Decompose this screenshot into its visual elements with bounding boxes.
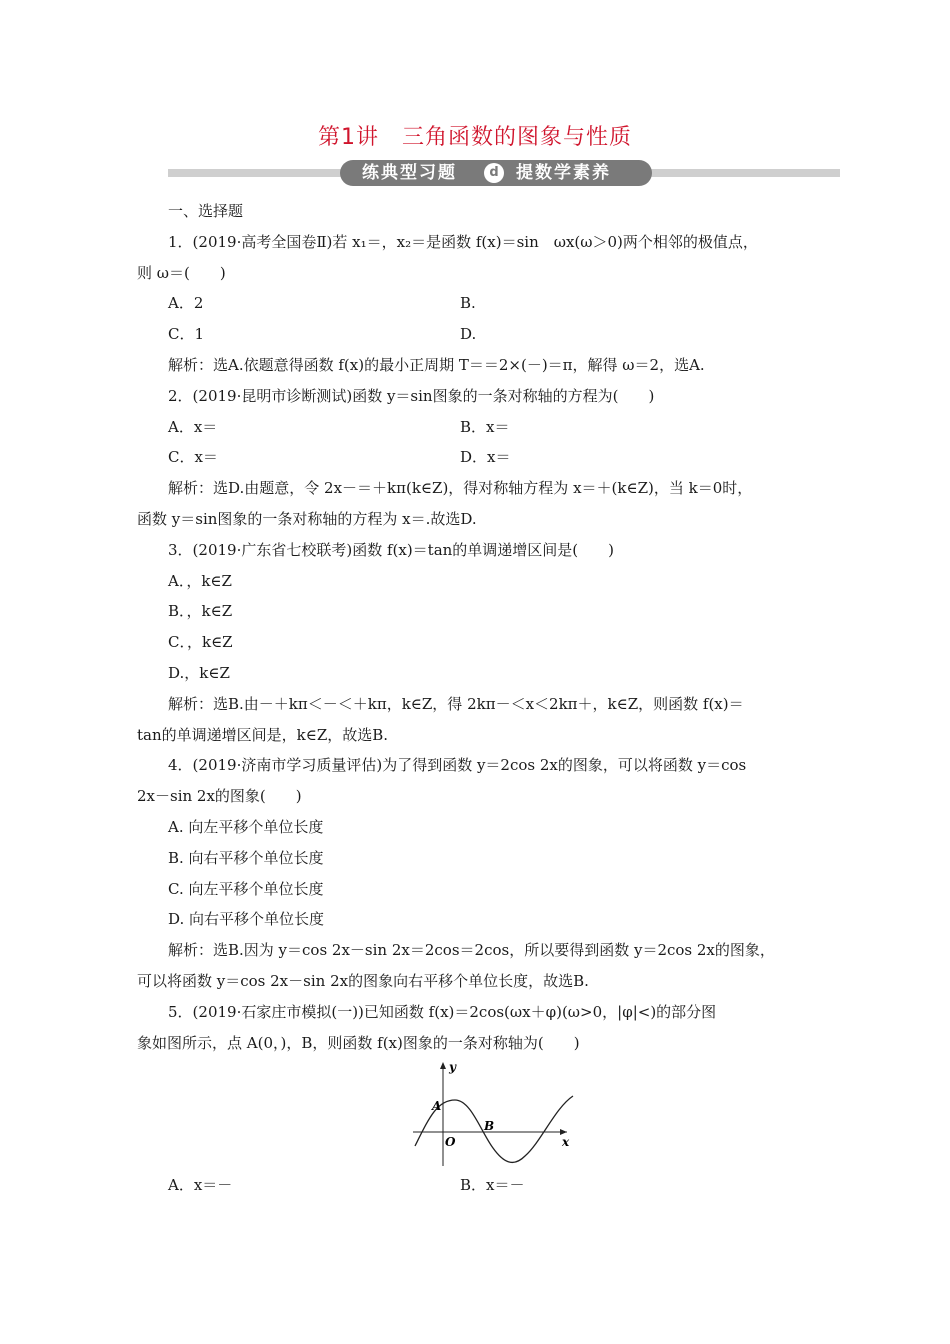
question-line: 则 ω＝( ) [137,263,226,282]
option: B．x＝－ [460,1176,525,1195]
question-line: 象如图所示，点 A(0，)，B，则函数 f(x)图象的一条对称轴为( ) [137,1033,580,1052]
options-row [137,319,817,350]
options-row [137,412,817,443]
question-line: 2．(2019·昆明市诊断测试)函数 y＝sin图象的一条对称轴的方程为( ) [168,386,655,405]
option: D. [460,325,477,344]
option: B．，k∈Z [168,602,233,621]
option: C．，k∈Z [168,633,233,652]
option: A．2 [168,294,204,313]
banner-right-text: 提数学素养 [516,163,611,183]
options-row [137,442,817,473]
function-graph-figure [137,1058,817,1170]
option: C. 向左平移个单位长度 [168,879,324,898]
x-label: x [562,1135,570,1150]
origin-label: O [445,1135,456,1150]
y-label: y [449,1060,456,1075]
option: D.，k∈Z [168,663,230,682]
solution-line: 解析：选A.依题意得函数 f(x)的最小正周期 T＝＝2×(－)＝π，解得 ω＝2，选A. [168,355,705,374]
option: B. [460,294,476,313]
cosine-graph [409,1058,579,1168]
option: A. 向左平移个单位长度 [168,817,324,836]
section-heading: 一、选择题 [168,202,244,220]
solution-line: 解析：选D.由题意，令 2x－＝＋kπ(k∈Z)，得对称轴方程为 x＝＋(k∈Z)，当 k＝0时， [168,479,753,498]
page-title: 第1讲 三角函数的图象与性质 [318,125,632,150]
option: D. 向右平移个单位长度 [168,910,325,929]
solution-line: 可以将函数 y＝cos 2x－sin 2x的图象向右平移个单位长度，故选B. [137,971,589,990]
option: A．x＝ [168,417,218,436]
option: A．，k∈Z [168,571,232,590]
option: C．x＝ [168,448,218,467]
solution-line: 解析：选B.因为 y＝cos 2x－sin 2x＝2cos＝2cos，所以要得到函数 y＝2cos 2x的图象， [168,941,775,960]
point-b-label: B [484,1119,495,1134]
banner-left-text: 练典型习题 [362,163,457,183]
question-line: 4．(2019·济南市学习质量评估)为了得到函数 y＝2cos 2x的图象，可以将函数 y＝cos [168,756,747,775]
option: B．x＝ [460,417,510,436]
solution-line: tan的单调递增区间是，k∈Z，故选B. [137,725,389,744]
option: C．1 [168,325,205,344]
option: A．x＝－ [168,1176,233,1195]
banner-pill [340,160,652,186]
point-a-label: A [432,1099,442,1114]
options-row [137,1170,817,1201]
section-banner [168,160,840,188]
document-body [137,196,817,1201]
option: D．x＝ [460,448,511,467]
question-line: 2x－sin 2x的图象( ) [137,787,302,806]
question-line: 3．(2019·广东省七校联考)函数 f(x)＝tan的单调递增区间是( ) [168,540,615,559]
options-row [137,288,817,319]
solution-line: 函数 y＝sin图象的一条对称轴的方程为 x＝.故选D. [137,509,477,528]
y-axis-arrow-icon [440,1062,446,1069]
question-line: 5．(2019·石家庄市模拟(一))已知函数 f(x)＝2cos(ωx＋φ)(ω>0，|φ|<)的部分图 [168,1002,717,1021]
question-line: 1．(2019·高考全国卷Ⅱ)若 x₁＝，x₂＝是函数 f(x)＝sin ωx(ω＞0)两个相邻的极值点， [168,232,758,251]
option: B. 向右平移个单位长度 [168,848,324,867]
solution-line: 解析：选B.由－＋kπ＜－＜＋kπ，k∈Z，得 2kπ－＜x＜2kπ＋，k∈Z，则函数 f(x)＝ [168,694,744,713]
banner-badge-icon: d [484,163,504,183]
